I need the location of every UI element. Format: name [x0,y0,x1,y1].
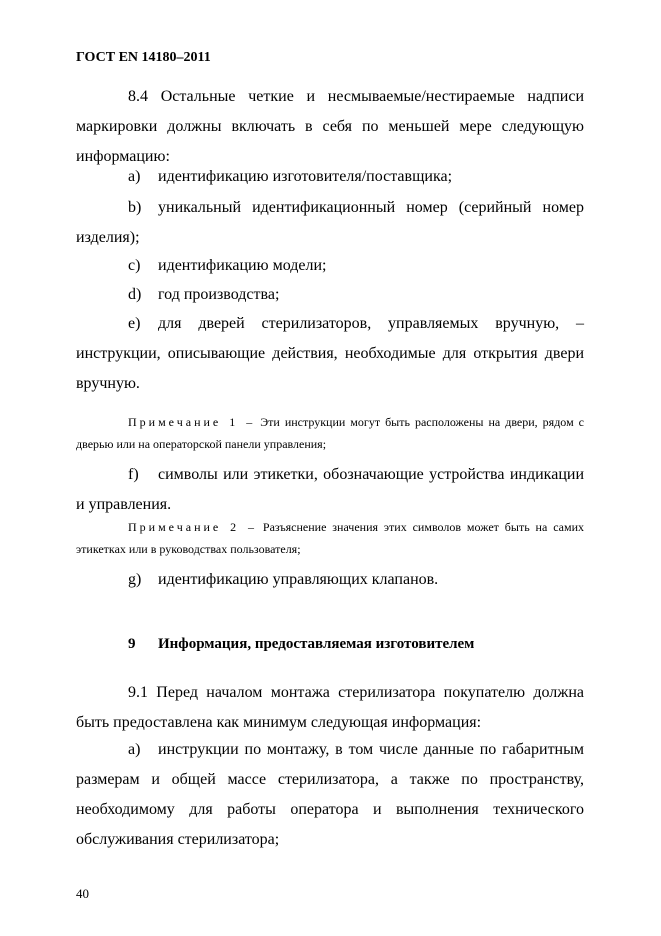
paragraph-9-1: 9.1 Перед началом монтажа стерилизатора покупателю должна быть предоставлена как минимум следующая информация: [76,684,584,731]
note-label: Примечание 2 – [128,520,258,534]
paragraph-8-4: 8.4 Остальные четкие и несмываемые/нестираемые надписи маркировки должны включать в себя по меньшей мере следующую информацию: [76,88,584,165]
list-label: f) [128,466,139,483]
note-text: Разъяснение значения этих символов может быть на самих этикетках или в руководствах пользователя; [76,520,585,556]
list-item-c [128,251,584,281]
list-item-f [76,460,584,520]
section-number: 9 [128,636,136,652]
list-item-e [76,309,584,399]
document-header: ГОСТ EN 14180–2011 [76,50,211,65]
list-label: a) [128,741,141,758]
list-text: идентификацию модели; [158,257,327,274]
page-number: 40 [76,886,89,901]
list-item-a [128,162,584,192]
note-text: Эти инструкции могут быть расположены на двери, рядом с дверью или на операторской панели управления; [76,415,584,451]
list-item-9-1-a [76,735,584,855]
list-item-d [128,280,584,310]
list-text: год производства; [158,286,280,303]
list-label: e) [128,315,141,332]
list-text: идентификацию управляющих клапанов. [158,571,439,588]
list-text: уникальный идентификационный номер (серийный номер изделия); [76,199,584,246]
note-1 [76,411,584,455]
note-label: Примечание 1 – [128,415,256,429]
list-label: a) [128,168,141,185]
list-label: d) [128,286,142,303]
list-label: b) [128,199,142,216]
section-heading-9 [128,636,474,653]
list-label: g) [128,571,142,588]
list-label: c) [128,257,141,274]
list-item-b [76,193,584,253]
section-title: Информация, предоставляемая изготовителем [158,636,475,652]
list-item-g [128,565,584,595]
list-text: инструкции по монтажу, в том числе данные по габаритным размерам и общей массе стерилизатора, а также по пространству, необходимому для работы оператора и выполнения технического обслуживания стерилизатора; [76,741,584,848]
list-text: идентификацию изготовителя/поставщика; [158,168,453,185]
list-text: для дверей стерилизаторов, управляемых вручную, – инструкции, описывающие действия, необходимые для открытия двери вручную. [76,315,584,392]
note-2 [76,516,584,560]
list-text: символы или этикетки, обозначающие устройства индикации и управления. [76,466,584,513]
